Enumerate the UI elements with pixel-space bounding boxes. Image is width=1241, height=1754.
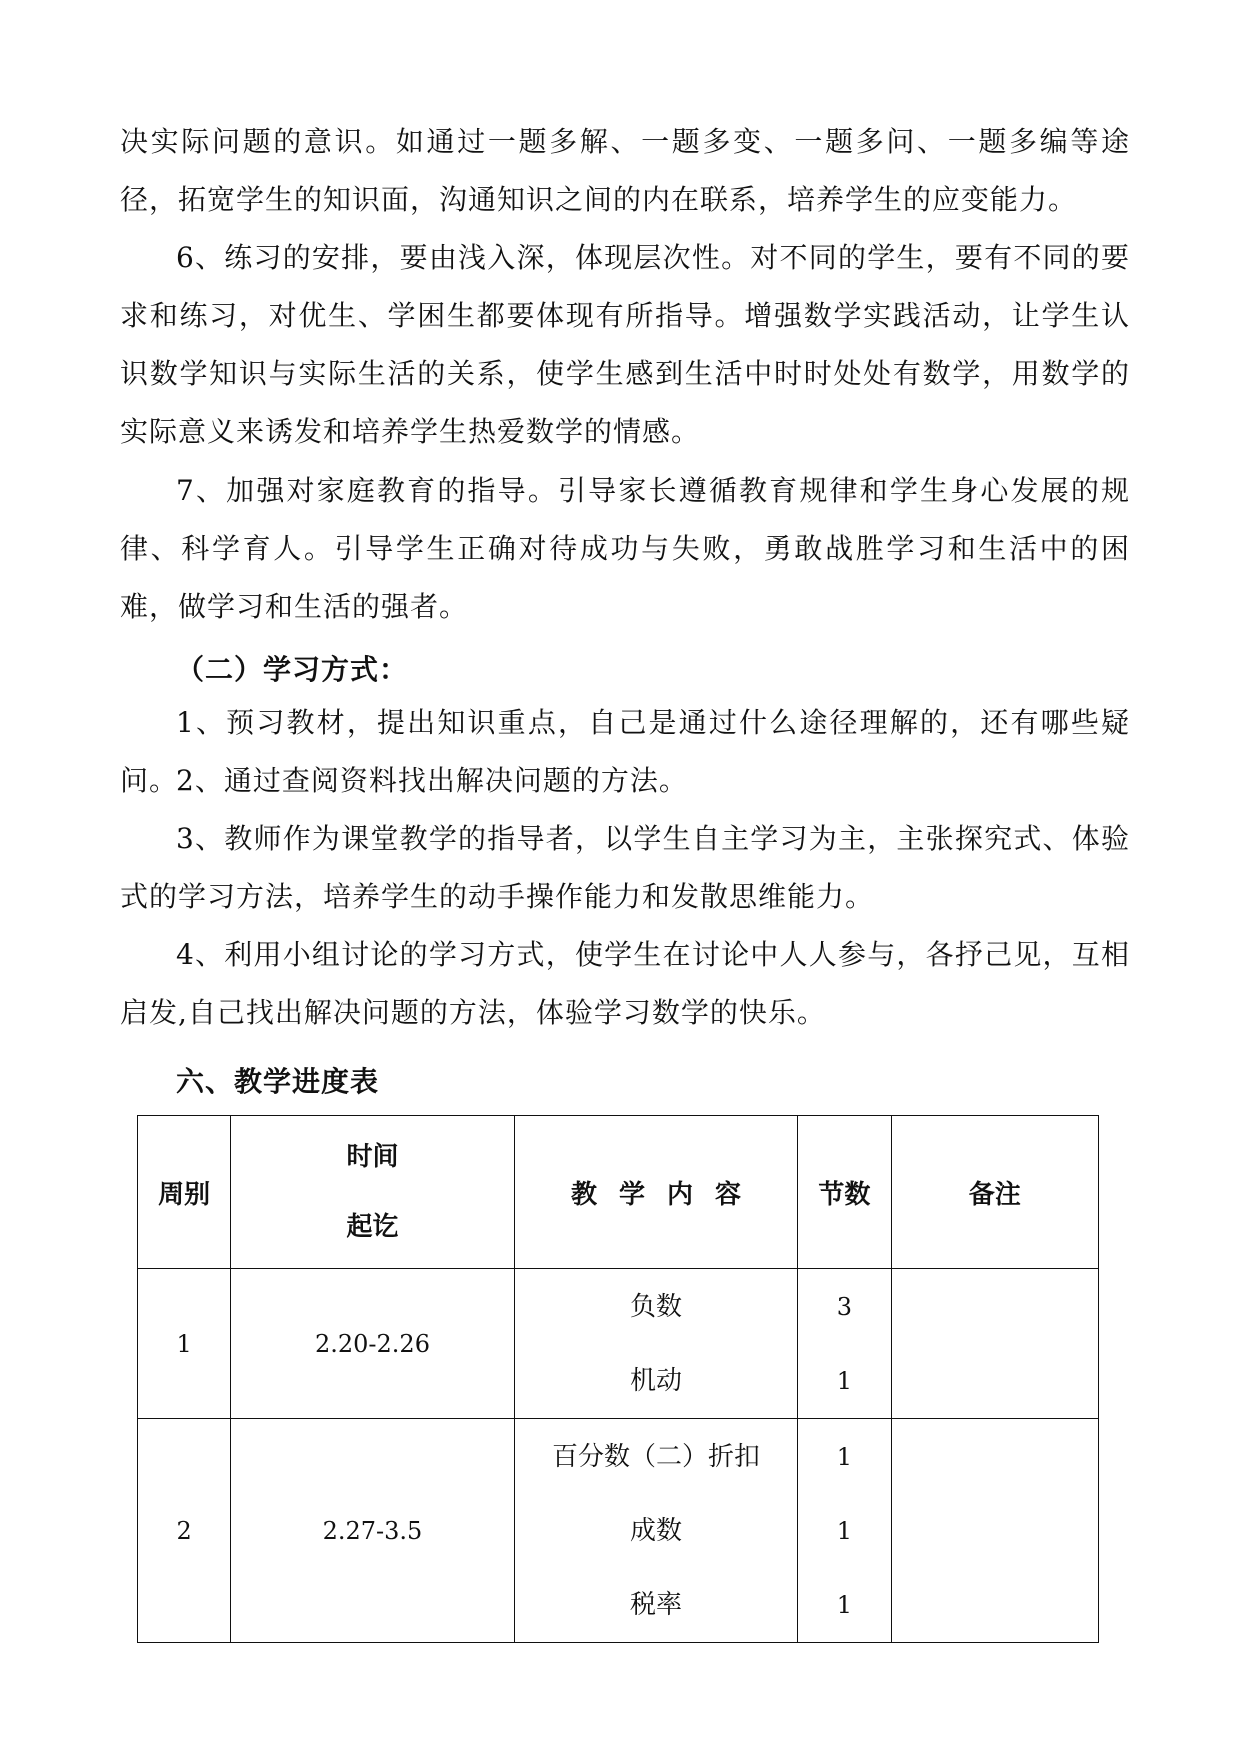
paragraph-item-7: 7、加强对家庭教育的指导。引导家长遵循教育规律和学生身心发展的规律、科学育人。引导学生正确对待成功与失败，勇敢战胜学习和生活中的困难，做学习和生活的强者。 bbox=[120, 474, 1130, 623]
header-content bbox=[514, 1116, 798, 1269]
study-item-2: 2、通过查阅资料找出解决问题的方法。 bbox=[176, 764, 688, 797]
cell-time: 2.27-3.5 bbox=[231, 1419, 515, 1643]
header-time-line2: 起讫 bbox=[346, 1212, 399, 1242]
cell-content bbox=[514, 1419, 798, 1643]
study-item-4: 4、利用小组讨论的学习方式，使学生在讨论中人人参与，各抒己见，互相启发,自己找出解决问题的方法，体验学习数学的快乐。 bbox=[120, 938, 1130, 1029]
lessons-line: 1 bbox=[836, 1590, 853, 1619]
content-line: 机动 bbox=[630, 1365, 683, 1396]
header-notes: 备注 bbox=[891, 1116, 1098, 1269]
study-item-1: 1、预习教材，提出知识重点，自己是通过什么途径理解的，还有哪些疑问。 bbox=[120, 706, 1130, 797]
paragraph-item-6: 6、练习的安排，要由浅入深，体现层次性。对不同的学生，要有不同的要求和练习，对优生、学困生都要体现有所指导。增强数学实践活动，让学生认识数学知识与实际生活的关系，使学生感到生活中时时处处有数学，用数学的实际意义来诱发和培养学生热爱数学的情感。 bbox=[120, 241, 1130, 448]
cell-lessons bbox=[798, 1419, 891, 1643]
section-heading-study-methods: （二）学习方式： bbox=[176, 653, 409, 686]
lessons-line: 3 bbox=[836, 1292, 853, 1321]
cell-notes bbox=[891, 1419, 1098, 1643]
table-row bbox=[138, 1269, 1099, 1419]
header-lessons: 节数 bbox=[798, 1116, 891, 1269]
lessons-line: 1 bbox=[836, 1442, 853, 1471]
section-heading-schedule: 六、教学进度表 bbox=[176, 1065, 380, 1098]
lessons-line: 1 bbox=[836, 1516, 853, 1545]
cell-time: 2.20-2.26 bbox=[231, 1269, 515, 1419]
content-line: 百分数（二）折扣 bbox=[552, 1441, 761, 1472]
header-time-line1: 时间 bbox=[346, 1142, 399, 1172]
cell-week: 1 bbox=[138, 1269, 231, 1419]
study-item-3: 3、教师作为课堂教学的指导者，以学生自主学习为主，主张探究式、体验式的学习方法，培养学生的动手操作能力和发散思维能力。 bbox=[120, 822, 1130, 913]
table-row bbox=[138, 1419, 1099, 1643]
header-time bbox=[231, 1116, 515, 1269]
content-line: 负数 bbox=[630, 1291, 683, 1322]
cell-notes bbox=[891, 1269, 1098, 1419]
header-content-label: 教学内容 bbox=[571, 1179, 764, 1210]
cell-week: 2 bbox=[138, 1419, 231, 1643]
schedule-table bbox=[137, 1115, 1099, 1643]
content-line: 税率 bbox=[630, 1589, 683, 1620]
content-line: 成数 bbox=[630, 1515, 683, 1546]
header-week: 周别 bbox=[138, 1116, 231, 1269]
lessons-line: 1 bbox=[836, 1366, 853, 1395]
cell-content bbox=[514, 1269, 798, 1419]
cell-lessons bbox=[798, 1269, 891, 1419]
paragraph-continuation: 决实际问题的意识。如通过一题多解、一题多变、一题多问、一题多编等途径，拓宽学生的知识面，沟通知识之间的内在联系，培养学生的应变能力。 bbox=[120, 125, 1130, 216]
schedule-header-row bbox=[138, 1116, 1099, 1269]
